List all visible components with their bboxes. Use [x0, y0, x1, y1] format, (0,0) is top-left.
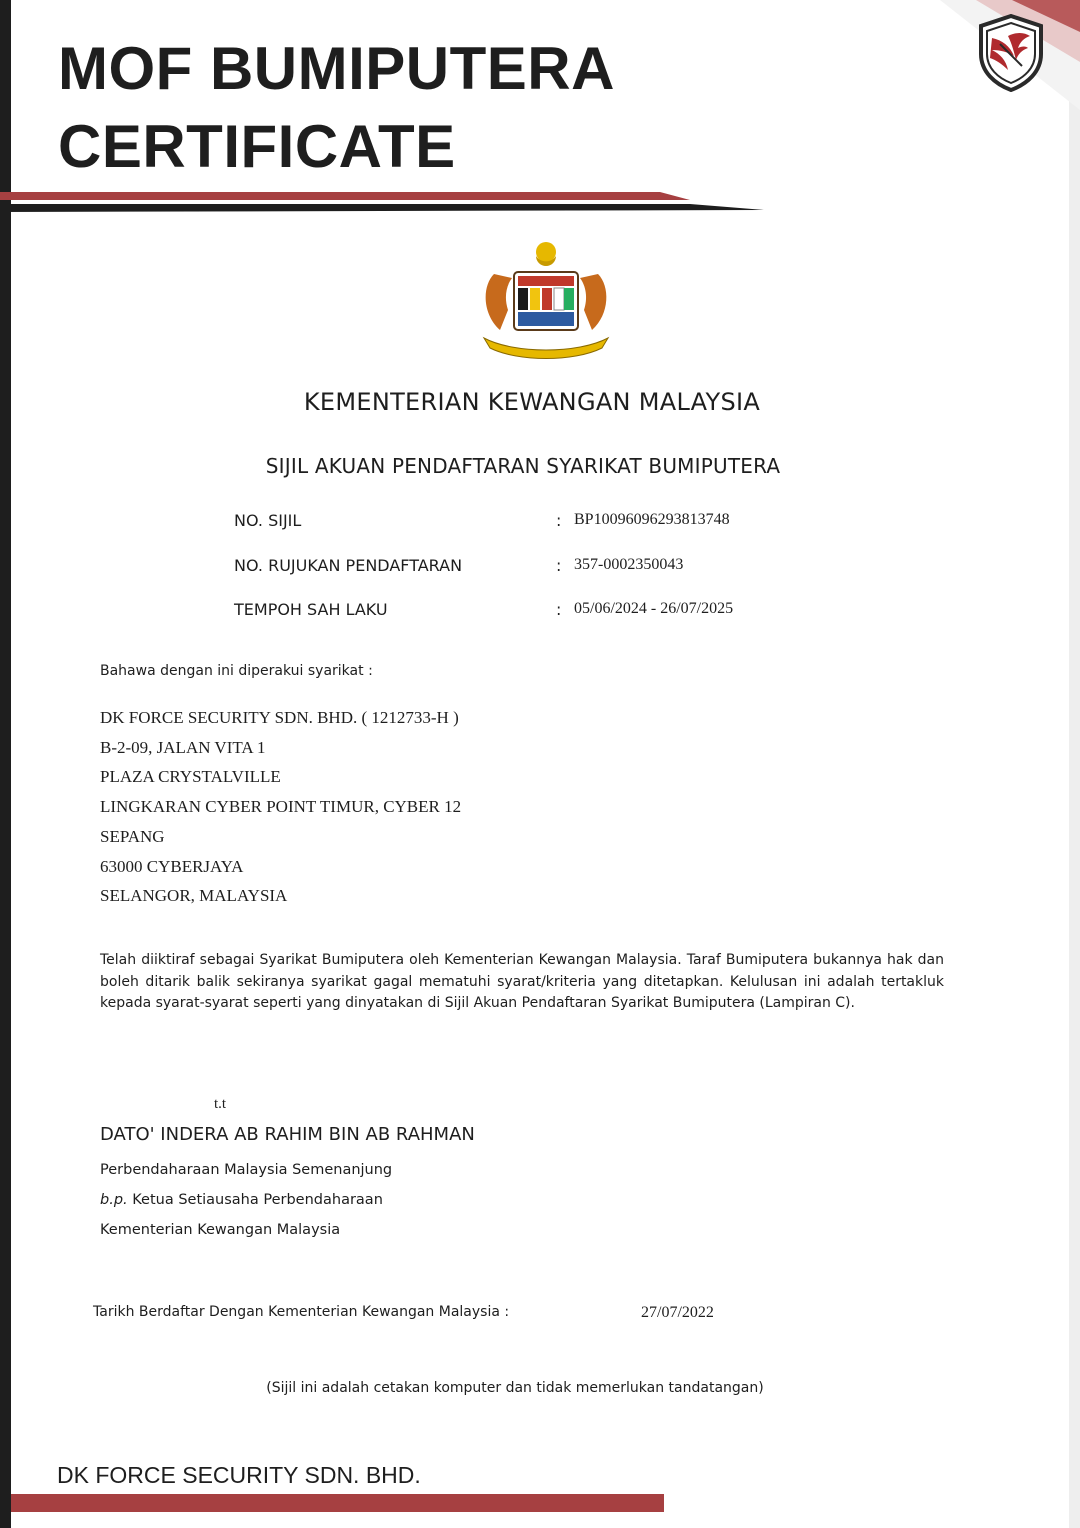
ministry-name: KEMENTERIAN KEWANGAN MALAYSIA: [303, 388, 761, 416]
field-colon: :: [556, 511, 562, 530]
field-label: NO. SIJIL: [234, 511, 302, 530]
intro-text: Bahawa dengan ini diperakui syarikat :: [100, 663, 373, 679]
footer-bar: [11, 1494, 664, 1512]
page-title: [58, 30, 615, 186]
field-colon: :: [556, 600, 562, 619]
right-border: [1069, 0, 1080, 1528]
field-value: 05/06/2024 - 26/07/2025: [574, 600, 734, 617]
field-value: 357-0002350043: [574, 556, 684, 573]
address-line: 63000 CYBERJAYA: [100, 856, 244, 876]
bp-abbreviation: b.p.: [100, 1192, 128, 1208]
address-line: DK FORCE SECURITY SDN. BHD. ( 1212733-H ): [100, 708, 459, 727]
computer-generated-note: (Sijil ini adalah cetakan komputer dan tidak memerlukan tandatangan): [266, 1380, 764, 1396]
field-colon: :: [556, 556, 562, 575]
page-title-line1: MOF BUMIPUTERA: [58, 35, 615, 102]
company-address: [100, 703, 461, 911]
signatory-role: [100, 1192, 383, 1208]
signatory-office: Perbendaharaan Malaysia Semenanjung: [100, 1162, 393, 1178]
malaysia-coat-of-arms: [464, 234, 628, 368]
registration-date: 27/07/2022: [641, 1304, 714, 1321]
signatory-role-text: Ketua Setiausaha Perbendaharaan: [132, 1192, 383, 1208]
address-line: LINGKARAN CYBER POINT TIMUR, CYBER 12: [100, 797, 462, 817]
signatory-name: DATO' INDERA AB RAHIM BIN AB RAHMAN: [100, 1124, 475, 1145]
certificate-title: SIJIL AKUAN PENDAFTARAN SYARIKAT BUMIPUTERA: [265, 454, 781, 478]
page-title-line2: CERTIFICATE: [58, 113, 456, 180]
registration-date-label: Tarikh Berdaftar Dengan Kementerian Kewangan Malaysia :: [93, 1304, 510, 1320]
recognition-paragraph: Telah diiktiraf sebagai Syarikat Bumiputera oleh Kementerian Kewangan Malaysia. Taraf Bumiputera bukannya hak dan boleh ditarik balik sekiranya syarikat gagal mematuhi syarat/kriteria yang ditetapkan. Kelulusan ini adalah tertakluk kepada syarat-syarat seperti yang dinyatakan di Sijil Akuan Pendaftaran Syarikat Bumiputera (Lampiran C).: [100, 952, 944, 1011]
address-line: PLAZA CRYSTALVILLE: [100, 767, 281, 787]
field-label: TEMPOH SAH LAKU: [234, 600, 388, 619]
address-line: SEPANG: [100, 826, 165, 846]
left-border: [0, 0, 11, 1528]
footer-company-name: DK FORCE SECURITY SDN. BHD.: [57, 1462, 421, 1488]
address-line: SELANGOR, MALAYSIA: [100, 886, 288, 906]
field-value: BP10096096293813748: [574, 511, 730, 528]
company-logo: [978, 14, 1044, 92]
header-divider: [0, 188, 780, 218]
field-label: NO. RUJUKAN PENDAFTARAN: [234, 556, 463, 575]
address-line: B-2-09, JALAN VITA 1: [100, 737, 266, 757]
signatory-ministry: Kementerian Kewangan Malaysia: [100, 1222, 341, 1238]
tt-mark: t.t: [214, 1096, 227, 1112]
